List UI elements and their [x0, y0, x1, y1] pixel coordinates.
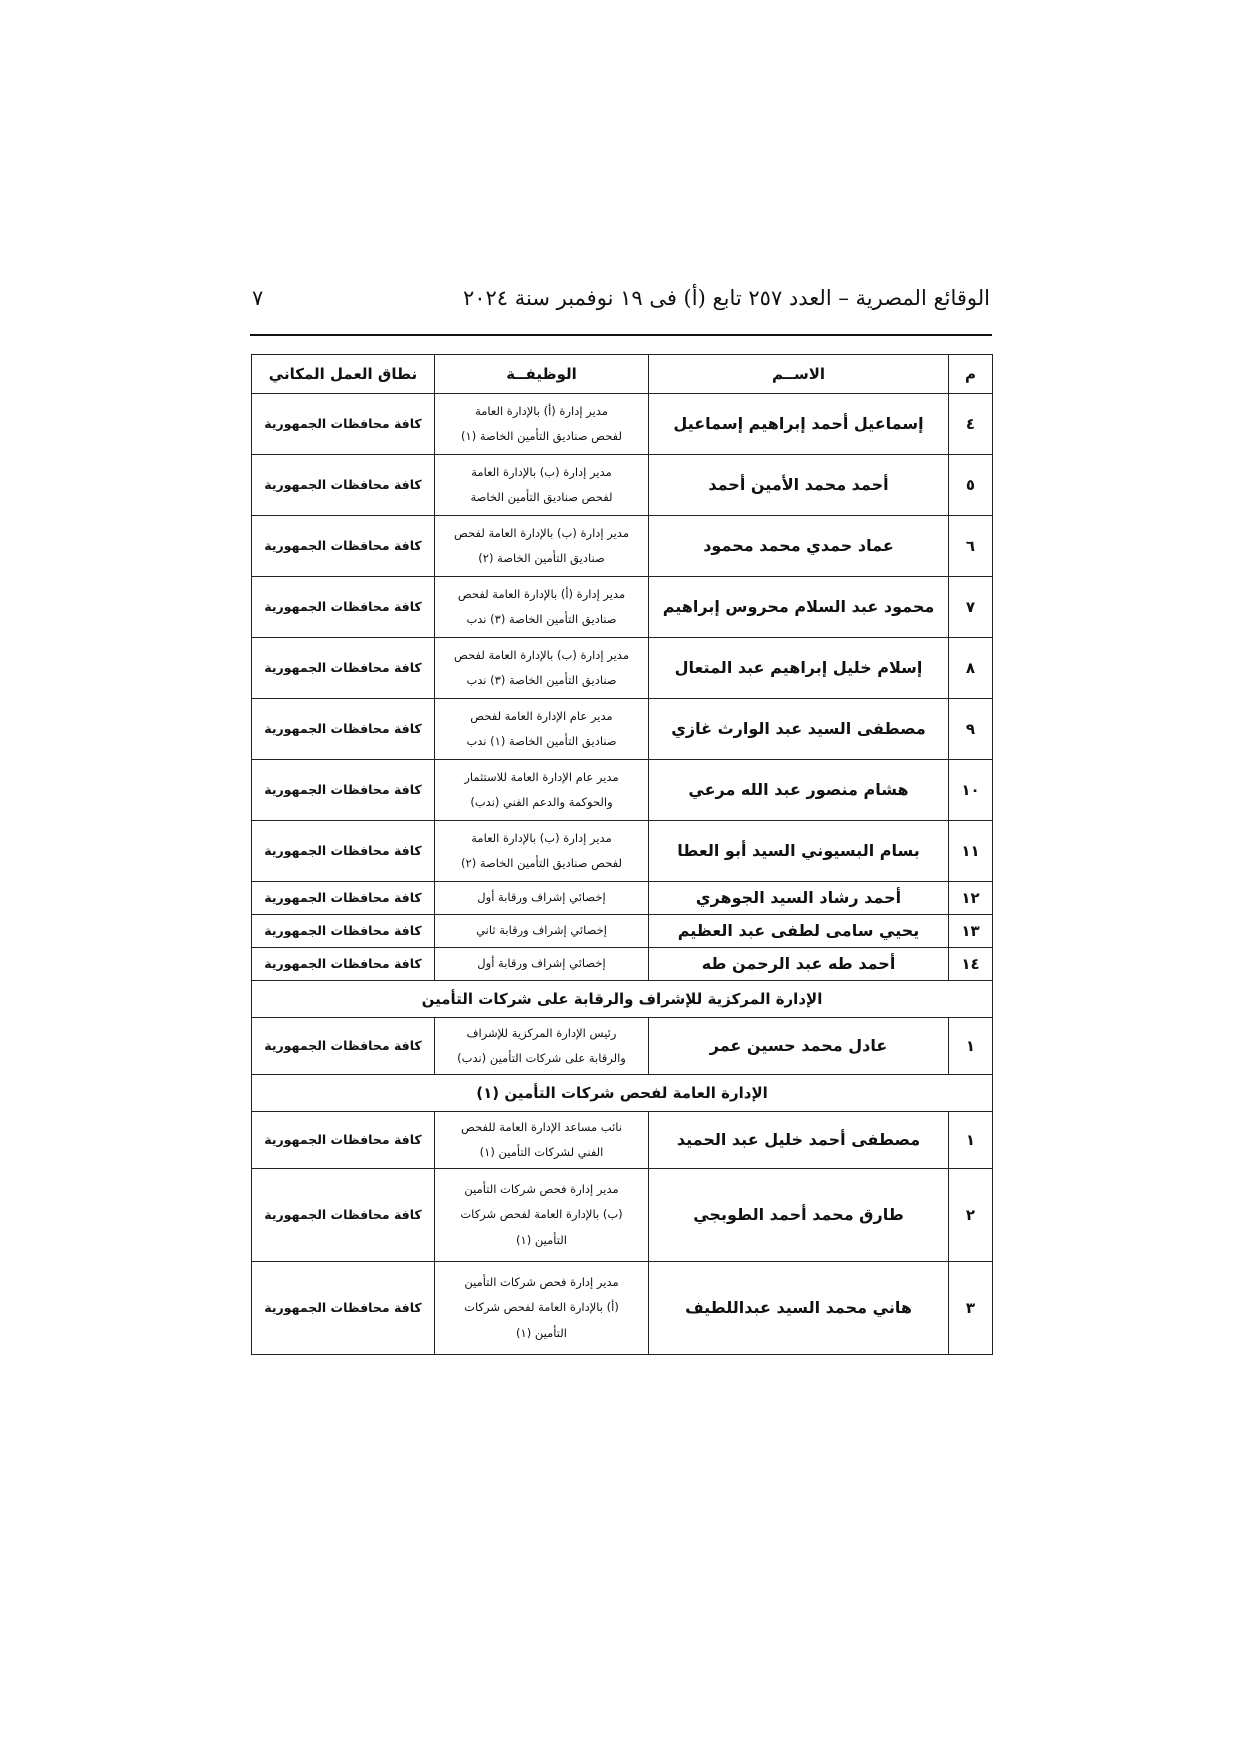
row-job [435, 394, 649, 455]
row-job [435, 1262, 649, 1355]
row-scope: كافة محافظات الجمهورية [252, 915, 435, 948]
job-line: رئيس الإدارة المركزية للإشراف [466, 1025, 617, 1040]
section-row [252, 1075, 993, 1112]
row-job [435, 1112, 649, 1169]
row-num: ٢ [949, 1169, 993, 1262]
table-row [252, 760, 993, 821]
job-line: مدير عام الإدارة العامة لفحص [470, 708, 613, 723]
row-job [435, 455, 649, 516]
row-scope: كافة محافظات الجمهورية [252, 948, 435, 981]
section-title: الإدارة المركزية للإشراف والرقابة على شركات التأمين [252, 981, 993, 1018]
row-scope: كافة محافظات الجمهورية [252, 394, 435, 455]
row-scope: كافة محافظات الجمهورية [252, 760, 435, 821]
row-scope: كافة محافظات الجمهورية [252, 821, 435, 882]
page-header [250, 286, 992, 320]
row-num: ١ [949, 1018, 993, 1075]
row-num: ١٢ [949, 882, 993, 915]
row-scope: كافة محافظات الجمهورية [252, 1169, 435, 1262]
row-name: محمود عبد السلام محروس إبراهيم [649, 577, 949, 638]
job-line: صناديق التأمين الخاصة (٢) [478, 551, 605, 565]
row-num: ٦ [949, 516, 993, 577]
table-row [252, 948, 993, 981]
page-number: ٧ [252, 286, 264, 310]
row-num: ٧ [949, 577, 993, 638]
row-scope: كافة محافظات الجمهورية [252, 699, 435, 760]
row-name: يحيي سامى لطفى عبد العظيم [649, 915, 949, 948]
row-num: ١٠ [949, 760, 993, 821]
row-name: أحمد محمد الأمين أحمد [649, 455, 949, 516]
table-row [252, 1262, 993, 1355]
job-line: نائب مساعد الإدارة العامة للفحص [460, 1119, 622, 1134]
job-line: لفحص صناديق التأمين الخاصة [470, 490, 613, 504]
section-row [252, 981, 993, 1018]
row-name: مصطفى أحمد خليل عبد الحميد [649, 1112, 949, 1169]
job-line: مدير إدارة (أ) بالإدارة العامة [475, 403, 608, 418]
row-scope: كافة محافظات الجمهورية [252, 1112, 435, 1169]
job-line: صناديق التأمين الخاصة (٣) ندب [466, 612, 617, 626]
job-line: صناديق التأمين الخاصة (١) ندب [466, 734, 617, 748]
section-title: الإدارة العامة لفحص شركات التأمين (١) [252, 1075, 993, 1112]
row-num: ١٣ [949, 915, 993, 948]
header-title: الوقائع المصرية – العدد ٢٥٧ تابع (أ) فى ١٩ نوفمبر سنة ٢٠٢٤ [462, 286, 990, 310]
row-name: مصطفى السيد عبد الوارث غازي [649, 699, 949, 760]
appointments-table [251, 354, 993, 1355]
row-name: إسماعيل أحمد إبراهيم إسماعيل [649, 394, 949, 455]
row-job: إخصائي إشراف ورقابة ثاني [435, 915, 649, 948]
job-line: والحوكمة والدعم الفني (ندب) [470, 795, 613, 809]
table-row [252, 516, 993, 577]
job-line: لفحص صناديق التأمين الخاصة (١) [461, 429, 622, 443]
row-job [435, 821, 649, 882]
row-num: ٥ [949, 455, 993, 516]
job-line: مدير إدارة (ب) بالإدارة العامة لفحص [454, 647, 629, 662]
job-line: التأمين (١) [516, 1325, 567, 1340]
row-num: ١١ [949, 821, 993, 882]
job-line: (أ) بالإدارة العامة لفحص شركات [464, 1300, 619, 1315]
row-name: هشام منصور عبد الله مرعي [649, 760, 949, 821]
table-row [252, 1169, 993, 1262]
row-name: عادل محمد حسين عمر [649, 1018, 949, 1075]
row-name: هاني محمد السيد عبداللطيف [649, 1262, 949, 1355]
job-line: والرقابة على شركات التأمين (ندب) [457, 1051, 626, 1065]
row-job [435, 516, 649, 577]
row-job [435, 760, 649, 821]
row-name: أحمد رشاد السيد الجوهري [649, 882, 949, 915]
col-header-name: الاســم [649, 355, 949, 394]
row-num: ٨ [949, 638, 993, 699]
job-line: لفحص صناديق التأمين الخاصة (٢) [461, 856, 622, 870]
row-job [435, 577, 649, 638]
row-num: ٣ [949, 1262, 993, 1355]
row-num: ٩ [949, 699, 993, 760]
job-line: مدير إدارة فحص شركات التأمين [464, 1182, 619, 1197]
table-row [252, 455, 993, 516]
job-line: مدير إدارة (ب) بالإدارة العامة [471, 464, 612, 479]
job-line: مدير إدارة (ب) بالإدارة العامة لفحص [454, 525, 629, 540]
table-row [252, 1018, 993, 1075]
row-num: ١ [949, 1112, 993, 1169]
row-job [435, 699, 649, 760]
row-name: أحمد طه عبد الرحمن طه [649, 948, 949, 981]
row-scope: كافة محافظات الجمهورية [252, 1262, 435, 1355]
row-scope: كافة محافظات الجمهورية [252, 638, 435, 699]
row-scope: كافة محافظات الجمهورية [252, 1018, 435, 1075]
table-row [252, 638, 993, 699]
job-line: مدير إدارة (ب) بالإدارة العامة [471, 830, 612, 845]
row-scope: كافة محافظات الجمهورية [252, 516, 435, 577]
row-scope: كافة محافظات الجمهورية [252, 455, 435, 516]
row-scope: كافة محافظات الجمهورية [252, 577, 435, 638]
table-row [252, 821, 993, 882]
row-name: إسلام خليل إبراهيم عبد المتعال [649, 638, 949, 699]
row-name: طارق محمد أحمد الطوبجي [649, 1169, 949, 1262]
row-job [435, 638, 649, 699]
job-line: التأمين (١) [516, 1232, 567, 1247]
row-scope: كافة محافظات الجمهورية [252, 882, 435, 915]
row-num: ١٤ [949, 948, 993, 981]
job-line: مدير إدارة (أ) بالإدارة العامة لفحص [457, 586, 626, 601]
row-job [435, 1169, 649, 1262]
row-job [435, 1018, 649, 1075]
row-name: عماد حمدي محمد محمود [649, 516, 949, 577]
row-job: إخصائي إشراف ورقابة أول [435, 948, 649, 981]
col-header-job: الوظيفــة [435, 355, 649, 394]
table-header-row [252, 355, 993, 394]
row-num: ٤ [949, 394, 993, 455]
col-header-num: م [949, 355, 993, 394]
job-line: الفني لشركات التأمين (١) [479, 1145, 604, 1159]
table-row [252, 577, 993, 638]
job-line: صناديق التأمين الخاصة (٣) ندب [466, 673, 617, 687]
col-header-scope: نطاق العمل المكاني [252, 355, 435, 394]
job-line: مدير إدارة فحص شركات التأمين [464, 1275, 619, 1290]
table-row [252, 699, 993, 760]
row-job: إخصائي إشراف ورقابة أول [435, 882, 649, 915]
job-line: (ب) بالإدارة العامة لفحص شركات [460, 1207, 623, 1222]
table-row [252, 394, 993, 455]
table-row [252, 915, 993, 948]
table-row [252, 882, 993, 915]
row-name: بسام البسيوني السيد أبو العطا [649, 821, 949, 882]
header-rule [250, 334, 992, 336]
table-row [252, 1112, 993, 1169]
job-line: مدير عام الإدارة العامة للاستثمار [464, 769, 619, 784]
